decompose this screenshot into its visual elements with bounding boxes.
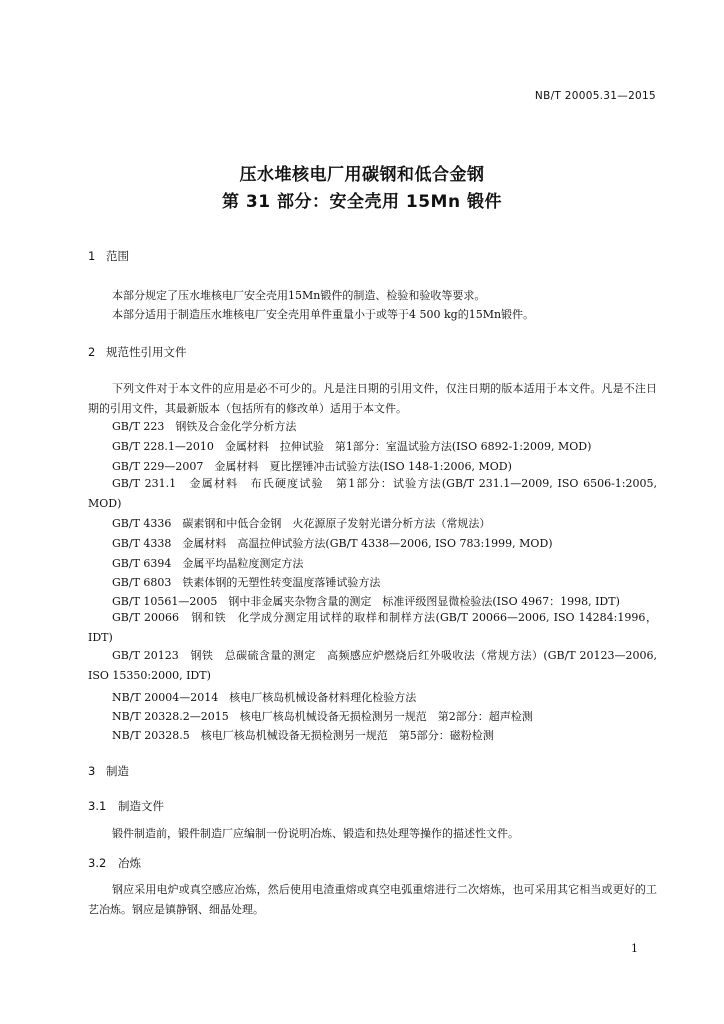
document-title-line1: 压水堆核电厂用碳钢和低合金钢	[239, 165, 485, 185]
reference-item: GB/T 4336 碳素钢和中低合金钢 火花源原子发射光谱分析方法（常规法）	[112, 517, 491, 530]
reference-item: GB/T 10561—2005 钢中非金属夹杂物含量的测定 标准评级图显微检验法(ISO 4967：1998, IDT)	[112, 595, 620, 608]
section-number: 2	[88, 345, 96, 359]
subsection-title: 冶炼	[118, 856, 141, 870]
reference-item: GB/T 228.1—2010 金属材料 拉伸试验 第1部分：室温试验方法(ISO 6892-1:2009, MOD)	[112, 440, 592, 453]
paragraph: 本部分规定了压水堆核电厂安全壳用15Mn锻件的制造、检验和验收等要求。	[112, 289, 486, 302]
section-number: 1	[88, 249, 96, 263]
reference-item: NB/T 20328.2—2015 核电厂核岛机械设备无损检测另一规范 第2部分：超声检测	[112, 710, 533, 723]
reference-item: GB/T 6803 铁素体钢的无塑性转变温度落锤试验方法	[112, 576, 381, 589]
page-number: 1	[631, 942, 638, 955]
reference-item: GB/T 4338 金属材料 高温拉伸试验方法(GB/T 4338—2006, ISO 783:1999, MOD)	[112, 537, 553, 550]
subsection-3-1-heading	[88, 798, 164, 814]
section-title: 范围	[106, 249, 129, 263]
reference-item: NB/T 20328.5 核电厂核岛机械设备无损检测另一规范 第5部分：磁粉检测	[112, 729, 494, 742]
subsection-number: 3.1	[88, 799, 107, 813]
section-3-heading	[88, 763, 129, 779]
reference-item: NB/T 20004—2014 核电厂核岛机械设备材料理化检验方法	[112, 691, 417, 704]
section-number: 3	[88, 764, 96, 778]
paragraph: 本部分适用于制造压水堆核电厂安全壳用单件重量小于或等于4 500 kg的15Mn锻件。	[112, 308, 535, 321]
reference-item: GB/T 6394 金属平均晶粒度测定方法	[112, 557, 304, 570]
reference-item: GB/T 20123 钢铁 总碳硫含量的测定 高频感应炉燃烧后红外吸收法（常规方法）(GB/T 20123—2006, ISO 15350:2000, IDT)	[88, 649, 657, 682]
section-title: 制造	[106, 764, 129, 778]
reference-item: GB/T 231.1 金属材料 布氏硬度试验 第1部分：试验方法(GB/T 231.1—2009, ISO 6506-1:2005, MOD)	[88, 477, 657, 510]
subsection-number: 3.2	[88, 856, 107, 870]
paragraph: 锻件制造前，锻件制造厂应编制一份说明冶炼、锻造和热处理等操作的描述性文件。	[112, 827, 519, 840]
standard-number: NB/T 20005.31—2015	[534, 90, 656, 102]
document-title-line2: 第 31 部分：安全壳用 15Mn 锻件	[221, 192, 502, 212]
section-1-heading	[88, 248, 129, 264]
section-2-heading	[88, 344, 187, 360]
reference-item: GB/T 20066 钢和铁 化学成分测定用试样的取样和制样方法(GB/T 20066—2006, ISO 14284:1996，IDT)	[88, 611, 657, 644]
reference-item: GB/T 223 钢铁及合金化学分析方法	[112, 420, 297, 433]
reference-item: GB/T 229—2007 金属材料 夏比摆锤冲击试验方法(ISO 148-1:2006, MOD)	[112, 460, 512, 473]
paragraph: 下列文件对于本文件的应用是必不可少的。凡是注日期的引用文件，仅注日期的版本适用于本文件。凡是不注日期的引用文件，其最新版本（包括所有的修改单）适用于本文件。	[88, 382, 657, 415]
section-title: 规范性引用文件	[106, 345, 187, 359]
subsection-3-2-heading	[88, 855, 141, 871]
subsection-title: 制造文件	[118, 799, 164, 813]
paragraph: 钢应采用电炉或真空感应冶炼，然后使用电渣重熔或真空电弧重熔进行二次熔炼，也可采用其它相当或更好的工艺冶炼。钢应是镇静钢、细晶处理。	[88, 883, 657, 916]
